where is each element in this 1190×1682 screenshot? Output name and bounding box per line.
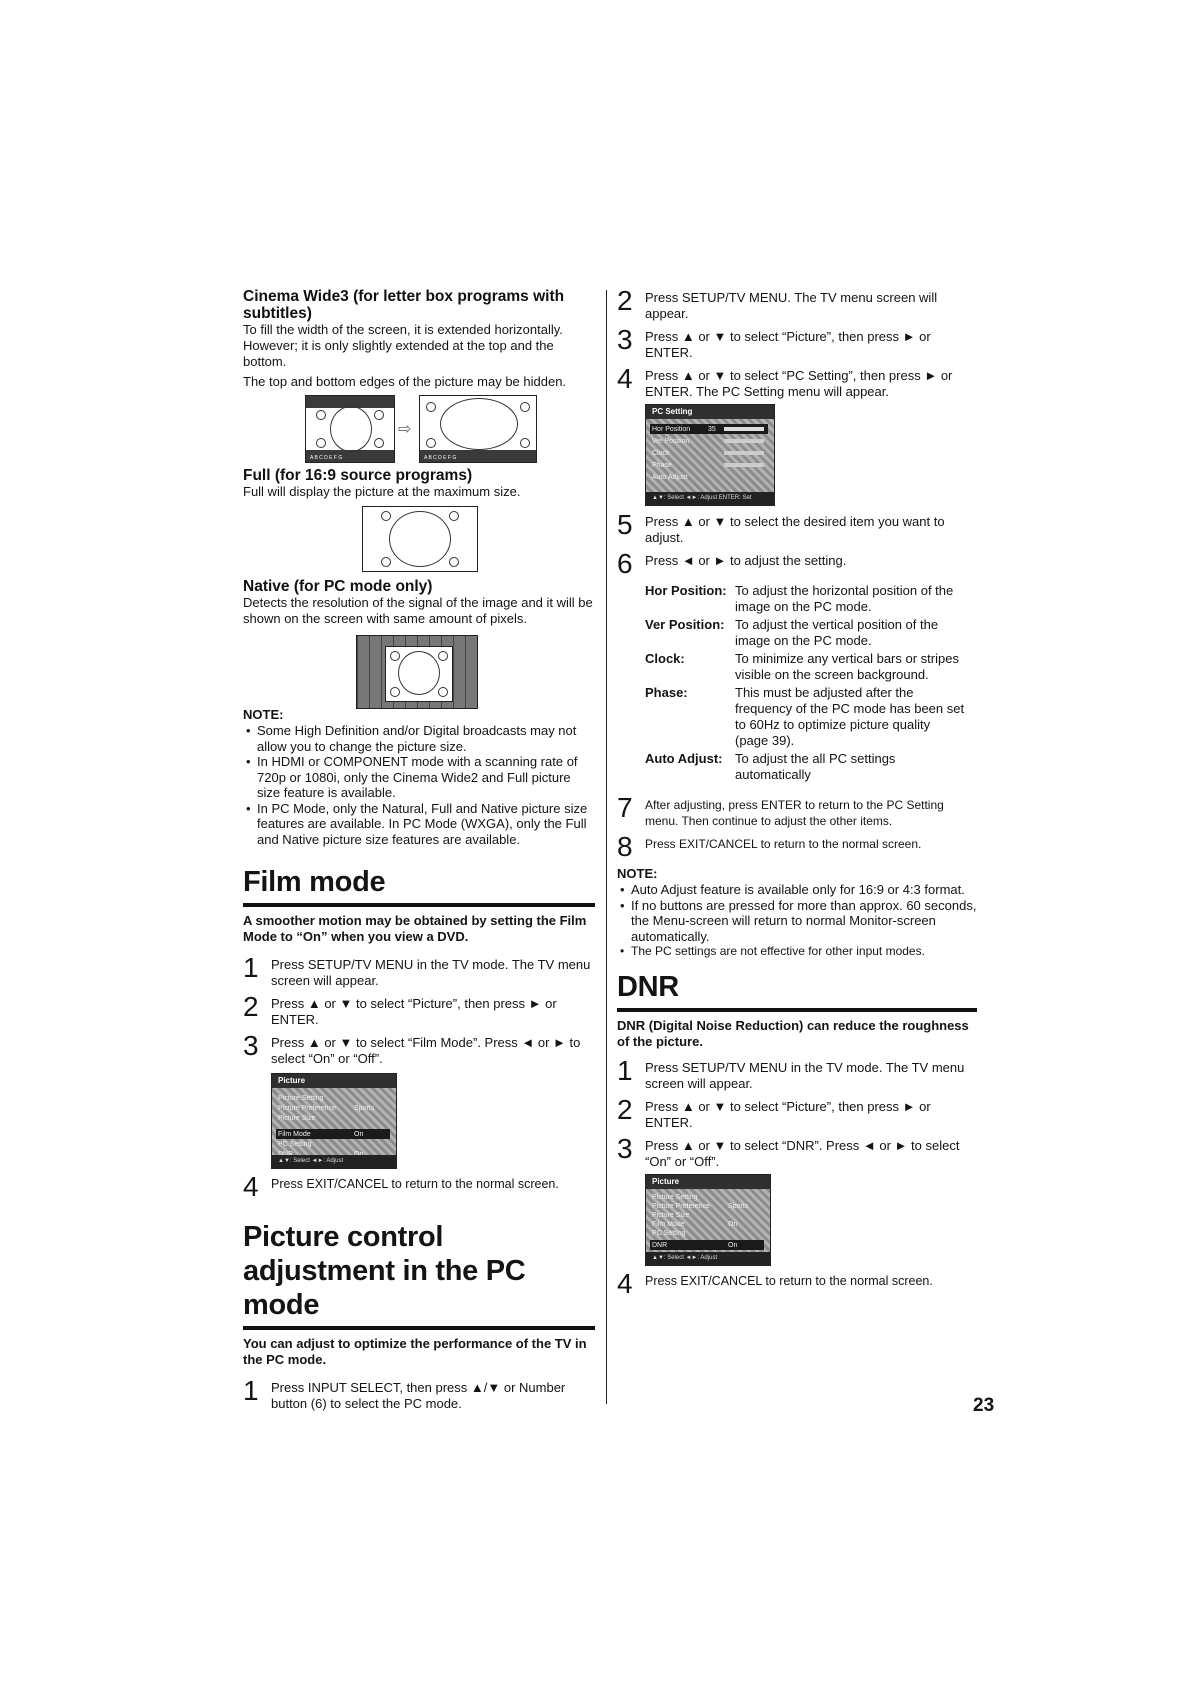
step-number: 2 xyxy=(617,285,633,316)
dnr-step-1 xyxy=(617,1054,977,1092)
cinema-wide3-illustration xyxy=(305,395,595,465)
pc-step-5 xyxy=(617,509,977,546)
dnr-menu-screenshot xyxy=(645,1174,771,1266)
full-heading: Full (for 16:9 source programs) xyxy=(243,467,473,484)
menu-title: Picture xyxy=(272,1074,396,1088)
stretched-circle xyxy=(440,398,518,450)
step-text: Press ▲ or ▼ to select “Picture”, then press ► or ENTER. xyxy=(271,996,557,1027)
definition-text: To adjust the vertical position of the image on the PC mode. xyxy=(735,617,939,648)
definition-text: To minimize any vertical bars or stripes visible on the screen background. xyxy=(735,651,959,682)
corner-dot xyxy=(374,438,384,448)
menu-value: Sports xyxy=(728,1202,749,1210)
step-number: 2 xyxy=(617,1093,633,1125)
test-circle xyxy=(398,651,440,695)
step-text: Press EXIT/CANCEL to return to the normal screen. xyxy=(645,837,922,851)
corner-dot xyxy=(390,651,400,661)
film-mode-title: Film mode xyxy=(243,866,386,898)
corner-dot xyxy=(449,557,459,567)
step-number: 8 xyxy=(617,831,633,862)
step-text: After adjusting, press ENTER to return to the PC Setting menu. Then continue to adjust the other items. xyxy=(645,798,944,828)
pc-control-title-line1: Picture control xyxy=(243,1221,444,1253)
step-text: Press ◄ or ► to adjust the setting. xyxy=(645,553,847,568)
menu-item: Phase xyxy=(652,462,672,469)
pc-step-2 xyxy=(617,285,977,322)
note-list xyxy=(617,882,977,960)
menu-item: Film Mode xyxy=(652,1220,685,1228)
definition-text: To adjust the all PC settings automatically xyxy=(735,751,896,782)
pc-step-8 xyxy=(617,831,977,862)
native-illustration xyxy=(356,635,478,709)
native-picture-area xyxy=(385,646,453,702)
cinema-wide3-text: To fill the width of the screen, it is extended horizontally. However; it is only slightly extended at the top and the bottom. xyxy=(243,322,563,369)
step-text: Press SETUP/TV MENU in the TV mode. The TV menu screen will appear. xyxy=(271,957,591,988)
dnr-title: DNR xyxy=(617,970,679,1003)
menu-item: Clock xyxy=(652,450,670,457)
letterbox-screen xyxy=(305,395,395,463)
film-step-4 xyxy=(243,1171,595,1202)
corner-dot xyxy=(520,438,530,448)
definition-term: Auto Adjust: xyxy=(645,751,723,766)
step-number: 1 xyxy=(243,1375,259,1406)
pc-step-6 xyxy=(617,548,977,579)
menu-item: Picture Setting xyxy=(278,1095,324,1102)
note-item: • If no buttons are pressed for more than approx. 60 seconds, the Menu-screen will return to normal Monitor-screen automatically. xyxy=(631,898,977,945)
step-text: Press ▲ or ▼ to select “Picture”, then press ► or ENTER. xyxy=(645,329,931,360)
menu-item: Picture Preference xyxy=(278,1105,336,1112)
film-mode-menu-screenshot xyxy=(271,1073,397,1169)
step-text: Press ▲ or ▼ to select “DNR”. Press ◄ or ► to select “On” or “Off”. xyxy=(645,1137,960,1169)
menu-item: PC Setting xyxy=(278,1141,312,1148)
corner-dot xyxy=(426,402,436,412)
note-item: • In PC Mode, only the Natural, Full and Native picture size features are available. In PC Mode (WXGA), only the Full and Native picture size features are available. xyxy=(257,801,595,848)
corner-dot xyxy=(381,511,391,521)
definition-row xyxy=(645,685,965,751)
note-heading: NOTE: xyxy=(243,707,284,722)
step-number: 4 xyxy=(243,1171,259,1202)
step-text: Press SETUP/TV MENU in the TV mode. The TV menu screen will appear. xyxy=(645,1059,965,1091)
definition-row xyxy=(645,583,965,617)
step-number: 2 xyxy=(243,991,259,1022)
menu-title: Picture xyxy=(646,1175,770,1189)
test-circle xyxy=(389,511,451,567)
film-mode-rule xyxy=(243,903,595,907)
menu-footer: ▲▼: Select ◄►: Adjust xyxy=(272,1155,396,1168)
menu-footer: ▲▼: Select ◄►: Adjust xyxy=(646,1252,770,1265)
step-number: 3 xyxy=(617,1132,633,1164)
pc-control-rule xyxy=(243,1326,595,1330)
menu-value: On xyxy=(728,1220,738,1228)
step-text: Press ▲ or ▼ to select “Film Mode”. Press ◄ or ► to select “On” or “Off”. xyxy=(271,1035,581,1066)
definition-term: Clock: xyxy=(645,651,685,666)
subtitle-band-text: A B C D E F G xyxy=(310,455,343,461)
note-list xyxy=(243,723,595,847)
step-number: 4 xyxy=(617,1267,633,1299)
step-number: 3 xyxy=(243,1030,259,1061)
test-circle xyxy=(330,406,372,452)
note-item: • Some High Definition and/or Digital broadcasts may not allow you to change the picture size. xyxy=(257,723,595,754)
menu-item: Picture Setting xyxy=(652,1193,698,1201)
dnr-step-3 xyxy=(617,1132,977,1170)
menu-item: PC Setting xyxy=(652,1229,686,1237)
step-text: Press EXIT/CANCEL to return to the normal screen. xyxy=(645,1273,933,1288)
menu-item: Ver Position xyxy=(652,438,690,445)
film-mode-lead: A smoother motion may be obtained by setting the Film Mode to “On” when you view a DVD. xyxy=(243,913,587,944)
note-item: • The PC settings are not effective for other input modes. xyxy=(631,944,977,960)
step-number: 4 xyxy=(617,363,633,394)
step-number: 3 xyxy=(617,324,633,355)
corner-dot xyxy=(374,410,384,420)
page-number: 23 xyxy=(973,1395,995,1416)
menu-value: 35 xyxy=(708,426,716,433)
corner-dot xyxy=(438,651,448,661)
corner-dot xyxy=(426,438,436,448)
corner-dot xyxy=(449,511,459,521)
step-number: 1 xyxy=(617,1054,633,1086)
corner-dot xyxy=(438,687,448,697)
definition-text: This must be adjusted after the frequency of the PC mode has been set to 60Hz to optimize picture quality (page 39). xyxy=(735,685,965,748)
right-column xyxy=(617,285,977,1299)
film-step-2 xyxy=(243,991,595,1028)
native-heading: Native (for PC mode only) xyxy=(243,578,433,595)
menu-value: Sports xyxy=(354,1105,375,1112)
menu-item: DNR xyxy=(652,1241,668,1249)
corner-dot xyxy=(390,687,400,697)
step-text: Press ▲ or ▼ to select the desired item you want to adjust. xyxy=(645,514,945,545)
adjust-slider xyxy=(724,439,764,443)
dnr-lead: DNR (Digital Noise Reduction) can reduce the roughness of the picture. xyxy=(617,1017,969,1049)
step-text: Press INPUT SELECT, then press ▲/▼ or Number button (6) to select the PC mode. xyxy=(271,1380,566,1411)
step-text: Press ▲ or ▼ to select “PC Setting”, then press ► or ENTER. The PC Setting menu will appear. xyxy=(645,368,953,399)
step-number: 6 xyxy=(617,548,633,579)
step-number: 1 xyxy=(243,952,259,983)
film-step-1 xyxy=(243,952,595,989)
menu-item: Picture Preference xyxy=(652,1202,710,1210)
dnr-rule xyxy=(617,1008,977,1012)
corner-dot xyxy=(316,438,326,448)
corner-dot xyxy=(381,557,391,567)
menu-item: Hor Position xyxy=(652,426,691,433)
menu-value: On xyxy=(728,1241,738,1249)
definition-row xyxy=(645,617,965,651)
corner-dot xyxy=(316,410,326,420)
step-text: Press SETUP/TV MENU. The TV menu screen will appear. xyxy=(645,290,938,321)
native-text: Detects the resolution of the signal of the image and it will be shown on the screen with same amount of pixels. xyxy=(243,595,593,626)
note-item: • In HDMI or COMPONENT mode with a scanning rate of 720p or 1080i, only the Cinema Wide2 and Full picture size feature is available. xyxy=(257,754,595,801)
pc-setting-menu-screenshot xyxy=(645,404,775,506)
pc-step-7 xyxy=(617,792,977,829)
menu-item: Picture Size xyxy=(278,1115,316,1122)
corner-dot xyxy=(520,402,530,412)
pc-step-4 xyxy=(617,363,977,400)
dnr-step-4 xyxy=(617,1267,977,1299)
adjust-slider xyxy=(724,451,764,455)
definition-row xyxy=(645,751,965,785)
left-column xyxy=(243,288,595,1412)
definition-term: Hor Position: xyxy=(645,583,727,598)
note-item: • Auto Adjust feature is available only for 16:9 or 4:3 format. xyxy=(631,882,977,898)
menu-item: Film Mode xyxy=(278,1131,311,1138)
arrow-icon: ⇨ xyxy=(398,421,412,438)
menu-title: PC Setting xyxy=(646,405,774,419)
subtitle-band-text: A B C D E F G xyxy=(424,455,457,461)
definition-term: Phase: xyxy=(645,685,688,700)
note-heading: NOTE: xyxy=(617,866,658,881)
menu-item: Auto Adjust xyxy=(652,474,688,481)
adjust-slider xyxy=(724,427,764,431)
definition-term: Ver Position: xyxy=(645,617,725,632)
step-number: 7 xyxy=(617,792,633,823)
step-text: Press EXIT/CANCEL to return to the normal screen. xyxy=(271,1177,559,1191)
cinema-wide3-heading: Cinema Wide3 (for letter box programs with subtitles) xyxy=(243,288,565,322)
pc-control-title-line2: adjustment in the PC mode xyxy=(243,1255,526,1321)
menu-value: On xyxy=(354,1131,364,1138)
cinema-wide-screen xyxy=(419,395,537,463)
pc-setting-definitions xyxy=(645,583,965,785)
pc-step-3 xyxy=(617,324,977,361)
step-number: 5 xyxy=(617,509,633,540)
pc-step-1 xyxy=(243,1375,595,1412)
menu-item: Picture Size xyxy=(652,1211,690,1219)
pc-control-lead: You can adjust to optimize the performance of the TV in the PC mode. xyxy=(243,1336,587,1367)
full-illustration xyxy=(362,506,478,572)
definition-row xyxy=(645,651,965,685)
definition-text: To adjust the horizontal position of the image on the PC mode. xyxy=(735,583,954,614)
menu-footer: ▲▼: Select ◄►: Adjust ENTER: Set xyxy=(646,492,774,505)
film-step-3 xyxy=(243,1030,595,1067)
cinema-wide3-note: The top and bottom edges of the picture may be hidden. xyxy=(243,374,567,389)
full-text: Full will display the picture at the maximum size. xyxy=(243,484,521,499)
step-text: Press ▲ or ▼ to select “Picture”, then press ► or ENTER. xyxy=(645,1098,931,1130)
dnr-step-2 xyxy=(617,1093,977,1131)
adjust-slider xyxy=(724,463,764,467)
column-divider xyxy=(606,290,607,1404)
